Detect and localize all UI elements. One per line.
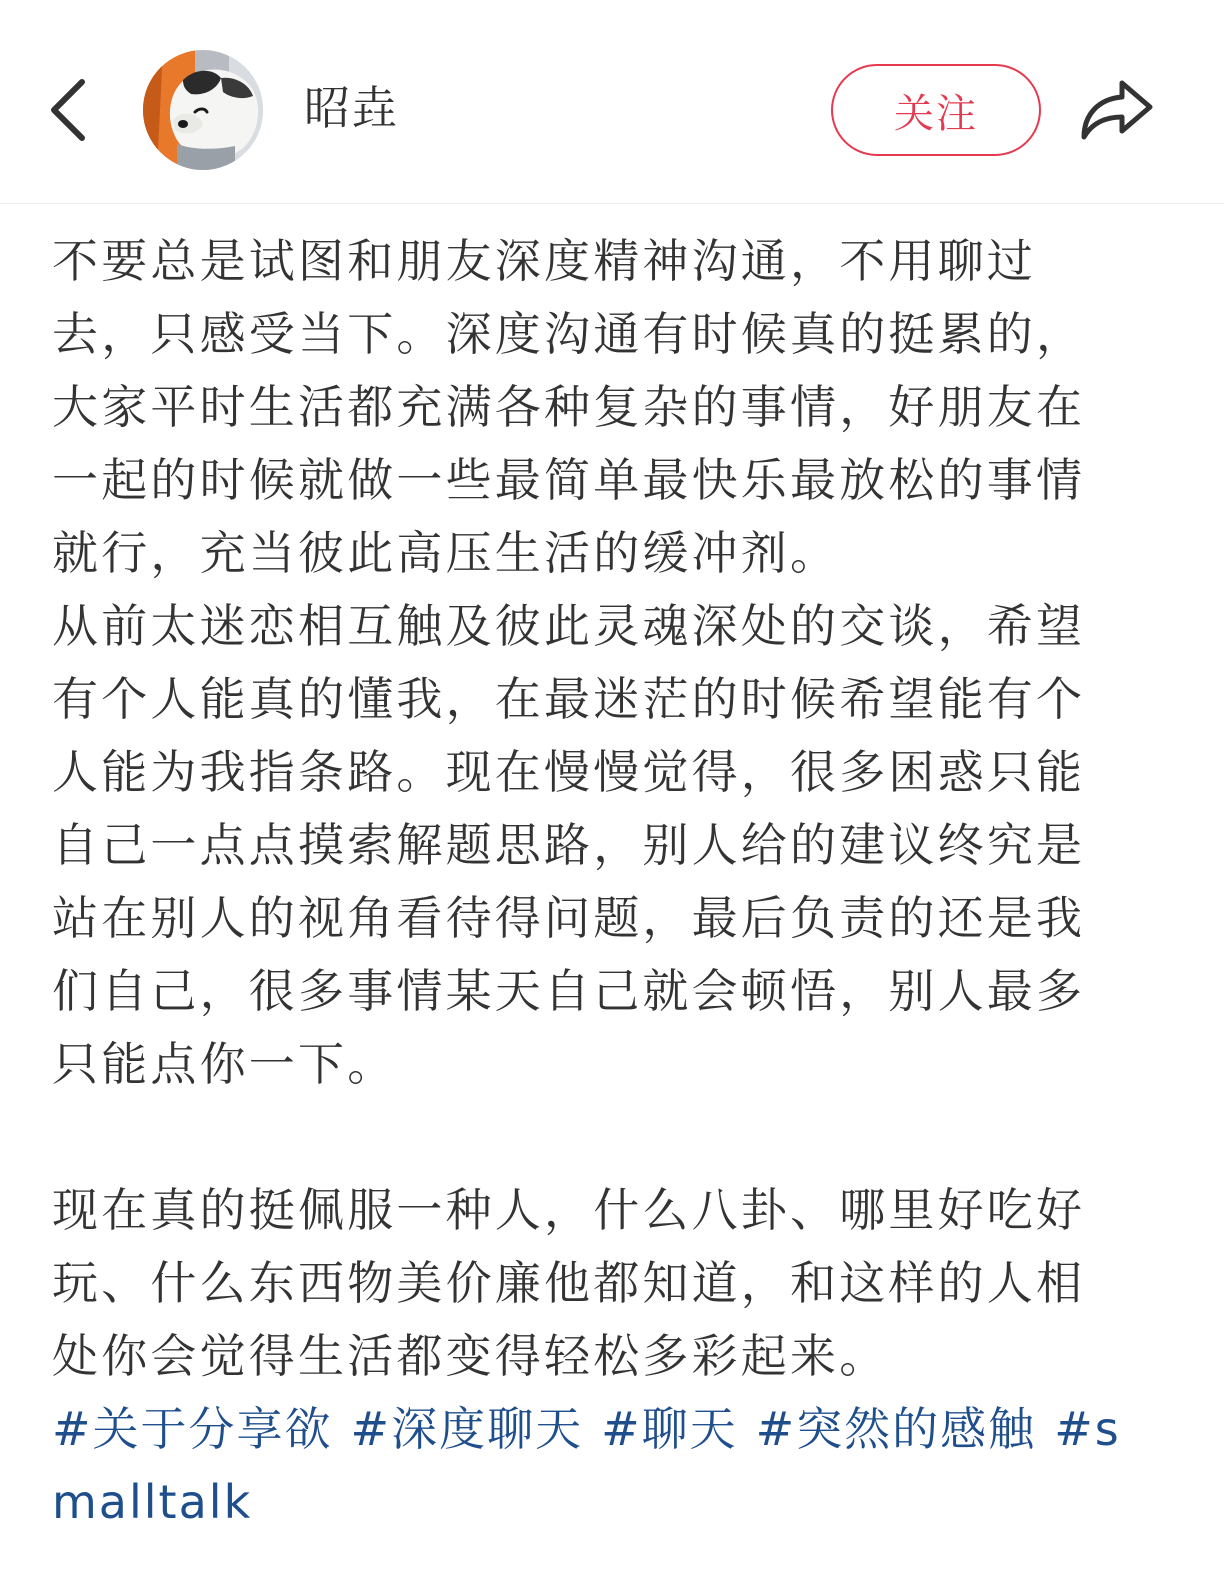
author-name[interactable]: 昭垚: [304, 81, 398, 135]
hashtag-link[interactable]: #深度聊天: [350, 1402, 584, 1456]
post-paragraph: 不要总是试图和朋友深度精神沟通，不用聊过去，只感受当下。深度沟通有时候真的挺累的，大家平时生活都充满各种复杂的事情，好朋友在一起的时候就做一些最简单最快乐最放松的事情就行，充当彼此高压生活的缓冲剂。: [52, 234, 1086, 580]
share-button[interactable]: [1074, 70, 1158, 150]
hashtag-link[interactable]: #突然的感触: [755, 1402, 1037, 1456]
follow-button[interactable]: 关注: [831, 64, 1041, 156]
post-paragraph: 现在真的挺佩服一种人，什么八卦、哪里好吃好玩、什么东西物美价廉他都知道，和这样的人相处你会觉得生活都变得轻松多彩起来。: [52, 1183, 1086, 1383]
post-paragraph: 从前太迷恋相互触及彼此灵魂深处的交谈，希望有个人能真的懂我，在最迷茫的时候希望能有个人能为我指条路。现在慢慢觉得，很多困惑只能自己一点点摸索解题思路，别人给的建议终究是站在别人的视角看待得问题，最后负责的还是我们自己，很多事情某天自己就会顿悟，别人最多只能点你一下。: [52, 599, 1086, 1091]
chevron-left-icon: [48, 78, 88, 142]
hashtag-link[interactable]: #聊天: [601, 1402, 738, 1456]
tag-list: [52, 1393, 1132, 1539]
dog-avatar-image: [143, 50, 263, 170]
post-header: [0, 0, 1224, 204]
back-button[interactable]: [38, 70, 98, 150]
post-content: [52, 225, 1132, 1539]
share-arrow-icon: [1078, 77, 1154, 143]
author-avatar[interactable]: [143, 50, 263, 170]
paragraph-spacer: [52, 1101, 1132, 1174]
hashtag-link[interactable]: #关于分享欲: [52, 1402, 333, 1456]
hashtag-link[interactable]: #smalltalk: [52, 1402, 1121, 1529]
